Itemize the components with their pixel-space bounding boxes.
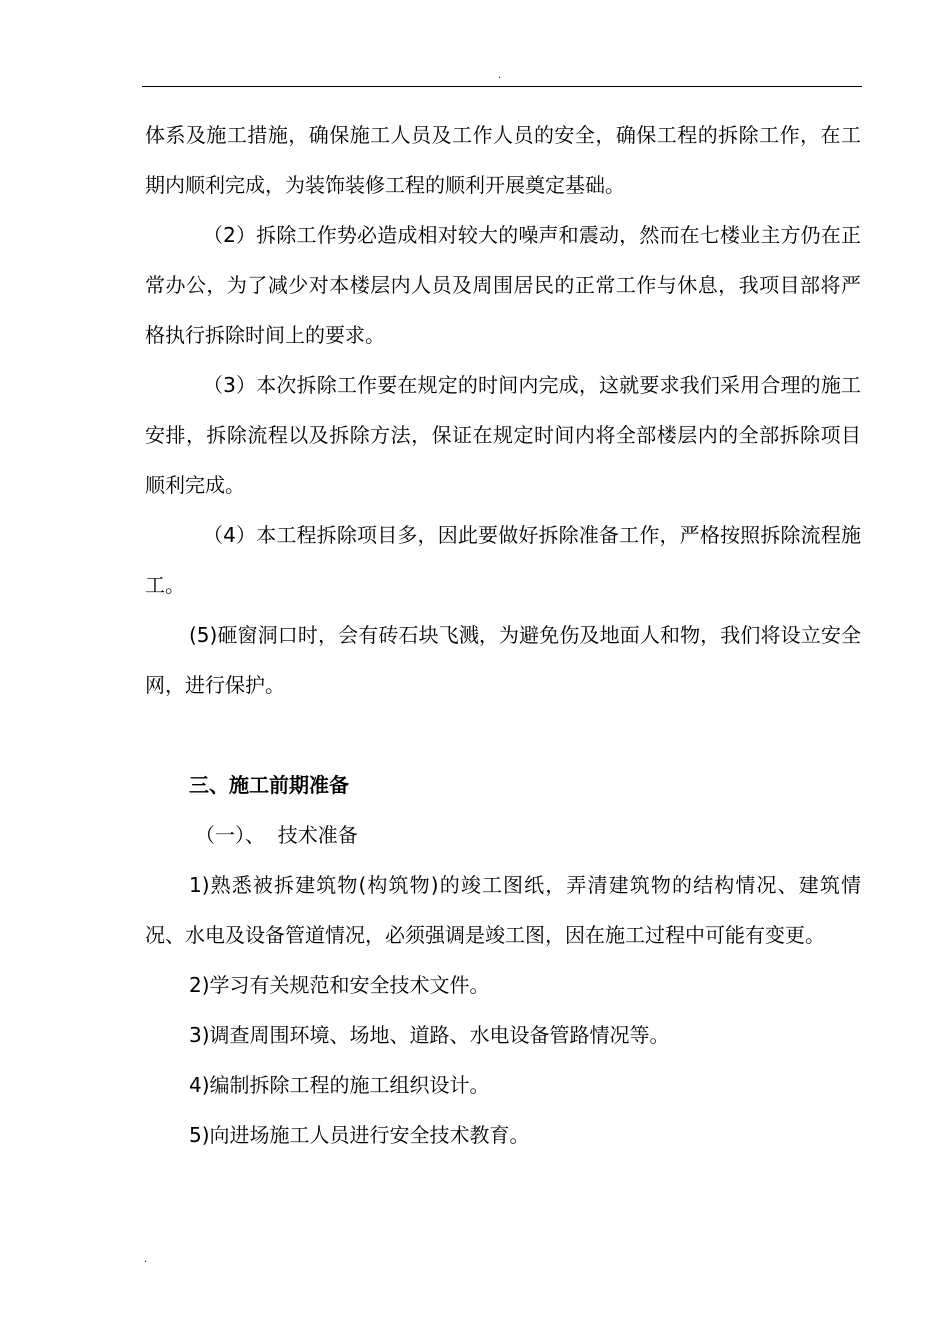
header-rule	[142, 86, 862, 87]
paragraph-point-4: （4）本工程拆除项目多，因此要做好拆除准备工作，严格按照拆除流程施工。	[145, 523, 861, 597]
paragraph-point-2: （2）拆除工作势必造成相对较大的噪声和震动，然而在七楼业主方仍在正常办公，为了减少对本楼层内人员及周围居民的正常工作与休息，我项目部将严格执行拆除时间上的要求。	[145, 223, 861, 347]
list-item-2: 2)学习有关规范和安全技术文件。	[189, 973, 490, 997]
list-item-1: 1)熟悉被拆建筑物(构筑物)的竣工图纸，弄清建筑物的结构情况、建筑情况、水电及设备管道情况，必须强调是竣工图，因在施工过程中可能有变更。	[145, 873, 861, 947]
paragraph-point-5: (5)砸窗洞口时，会有砖石块飞溅，为避免伤及地面人和物，我们将设立安全网，进行保护。	[145, 623, 861, 697]
document-body	[145, 110, 861, 1160]
section-title: 三、施工前期准备	[189, 773, 349, 797]
header-mark: .	[498, 70, 502, 81]
footer-mark: .	[144, 1254, 148, 1265]
paragraph-point-3: （3）本次拆除工作要在规定的时间内完成，这就要求我们采用合理的施工安排，拆除流程以及拆除方法，保证在规定时间内将全部楼层内的全部拆除项目顺利完成。	[145, 373, 861, 497]
paragraph-continuation: 体系及施工措施，确保施工人员及工作人员的安全，确保工程的拆除工作，在工期内顺利完成，为装饰装修工程的顺利开展奠定基础。	[145, 123, 861, 197]
list-item-5: 5)向进场施工人员进行安全技术教育。	[189, 1123, 530, 1147]
list-item-3: 3)调查周围环境、场地、道路、水电设备管路情况等。	[189, 1023, 670, 1047]
section-spacer	[145, 710, 861, 760]
subsection-title: （一）、 技术准备	[195, 823, 358, 847]
list-item-4: 4)编制拆除工程的施工组织设计。	[189, 1073, 490, 1097]
